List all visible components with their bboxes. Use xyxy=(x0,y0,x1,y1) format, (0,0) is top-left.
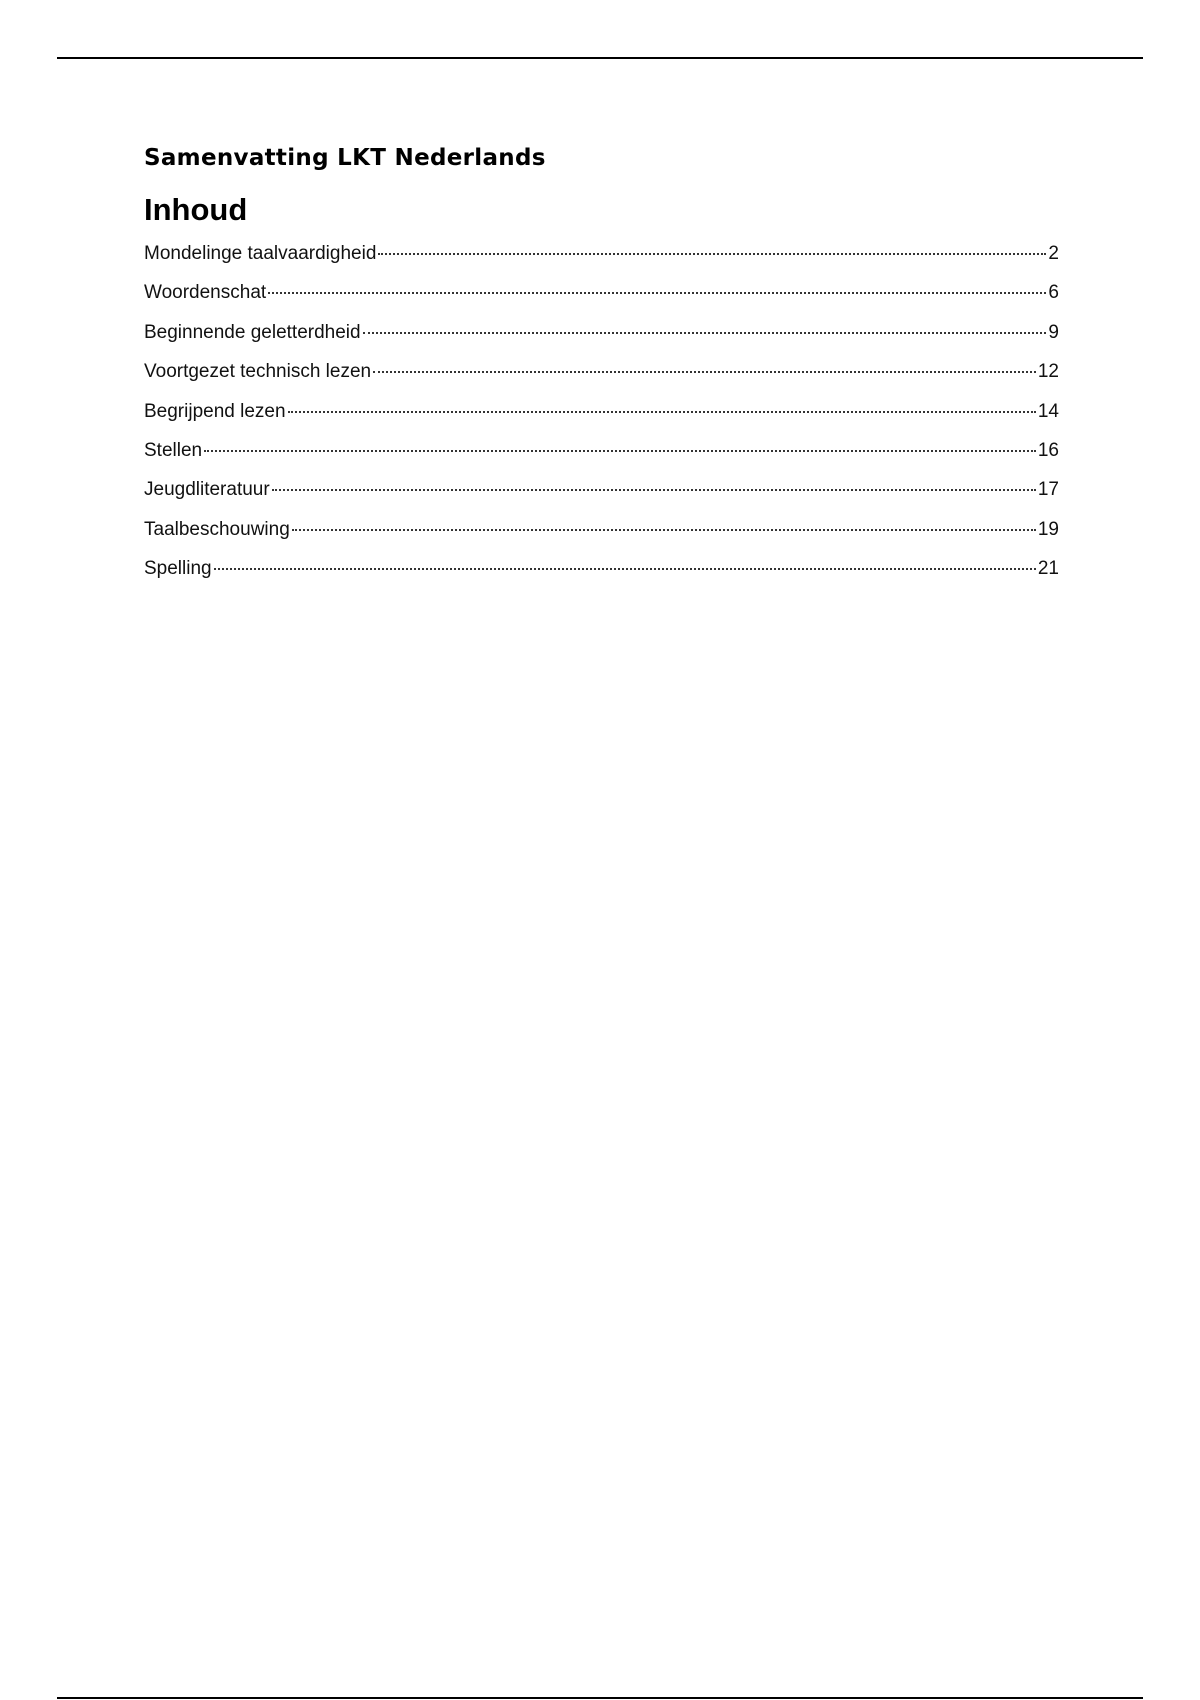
toc-entry-stellen[interactable] xyxy=(144,439,1059,478)
toc-dot-leader xyxy=(363,332,1047,334)
table-of-contents xyxy=(144,242,1059,597)
toc-dot-leader xyxy=(288,411,1036,413)
toc-entry-page: 6 xyxy=(1048,282,1059,304)
toc-entry-page: 16 xyxy=(1037,439,1059,461)
toc-entry-page: 12 xyxy=(1037,361,1059,383)
toc-entry-beginnende-geletterdheid[interactable] xyxy=(144,321,1059,360)
toc-entry-label: Taalbeschouwing xyxy=(144,518,290,540)
footer-rule xyxy=(57,1697,1143,1699)
toc-dot-leader xyxy=(204,450,1036,452)
toc-dot-leader xyxy=(378,253,1046,255)
toc-entry-voortgezet-technisch-lezen[interactable] xyxy=(144,360,1059,399)
toc-dot-leader xyxy=(373,371,1036,373)
toc-entry-page: 2 xyxy=(1048,243,1059,264)
toc-entry-label: Voortgezet technisch lezen xyxy=(144,361,372,383)
toc-entry-page: 17 xyxy=(1037,479,1059,501)
toc-dot-leader xyxy=(268,292,1046,294)
toc-dot-leader xyxy=(214,568,1036,570)
toc-entry-label: Spelling xyxy=(144,558,212,580)
toc-dot-leader xyxy=(292,529,1036,531)
toc-entry-label: Jeugdliteratuur xyxy=(144,479,270,501)
toc-entry-jeugdliteratuur[interactable] xyxy=(144,478,1059,517)
toc-entry-begrijpend-lezen[interactable] xyxy=(144,400,1059,439)
toc-entry-label: Woordenschat xyxy=(144,282,267,304)
document-title: Samenvatting LKT Nederlands xyxy=(144,145,546,171)
toc-entry-page: 21 xyxy=(1037,558,1059,580)
toc-dot-leader xyxy=(272,489,1036,491)
toc-heading: Inhoud xyxy=(144,192,248,227)
toc-entry-label: Begrijpend lezen xyxy=(144,400,286,422)
toc-entry-page: 14 xyxy=(1037,400,1059,422)
toc-entry-page: 19 xyxy=(1037,518,1059,540)
header-rule xyxy=(57,57,1143,59)
toc-entry-label: Stellen xyxy=(144,439,203,461)
toc-entry-page: 9 xyxy=(1048,321,1059,343)
toc-entry-taalbeschouwing[interactable] xyxy=(144,518,1059,557)
toc-entry-label: Mondelinge taalvaardigheid xyxy=(144,243,377,264)
toc-entry-label: Beginnende geletterdheid xyxy=(144,321,361,343)
toc-entry-spelling[interactable] xyxy=(144,557,1059,596)
document-body xyxy=(144,140,1059,597)
toc-entry-mondelinge-taalvaardigheid[interactable] xyxy=(144,242,1059,281)
toc-entry-woordenschat[interactable] xyxy=(144,281,1059,320)
